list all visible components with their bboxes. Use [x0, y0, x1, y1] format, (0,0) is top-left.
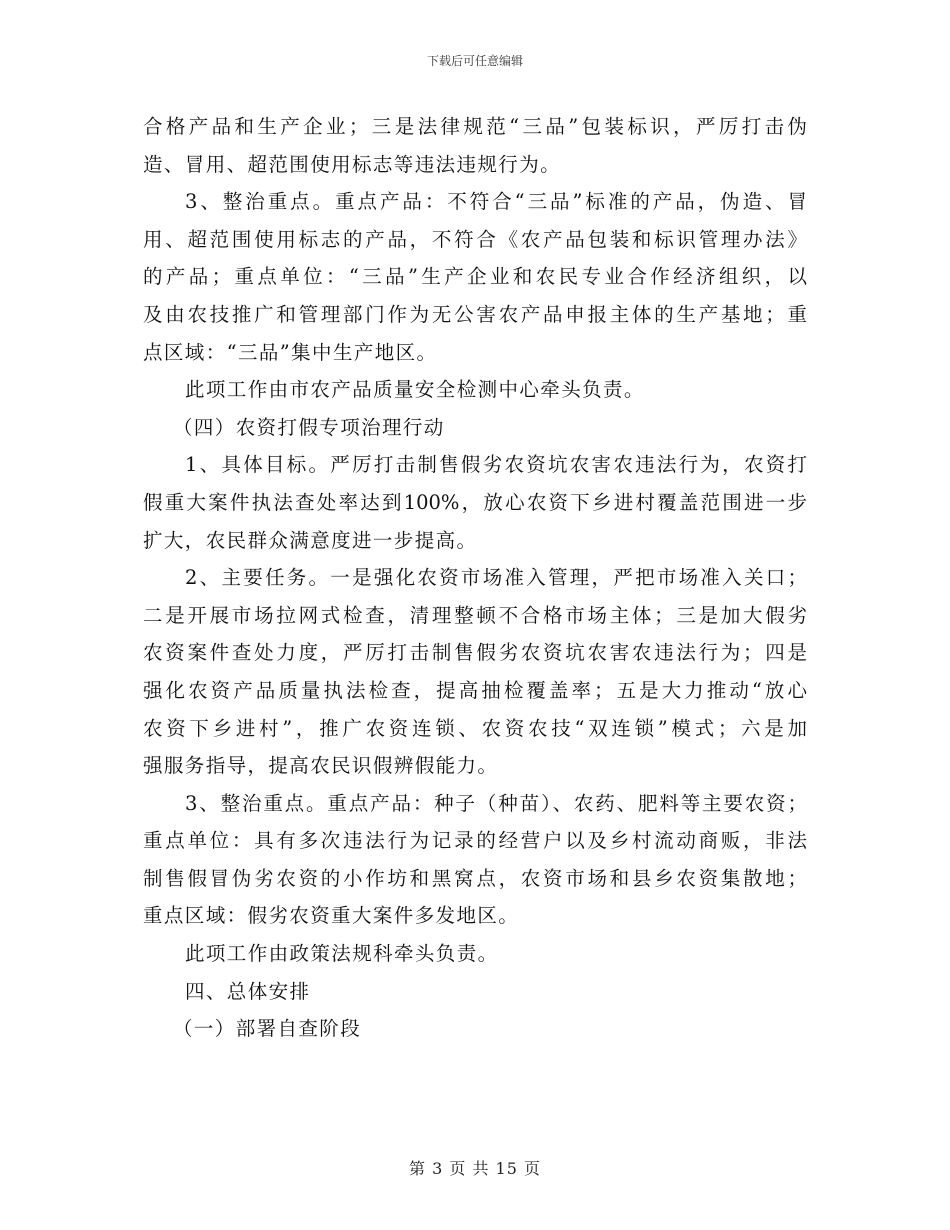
text-line: 用、超范围使用标志的产品，不符合《农产品包装和标识管理办法》	[143, 227, 807, 251]
page-header-note: 下载后可任意编辑	[426, 54, 523, 68]
text-line: 二是开展市场拉网式检查，清理整顿不合格市场主体；三是加大假劣	[143, 603, 807, 627]
section-heading: （四）农资打假专项治理行动	[173, 415, 445, 439]
text-line: 3、整治重点。重点产品：种子（种苗）、农药、肥料等主要农资；	[185, 791, 807, 815]
text-line: 农资下乡进村”，推广农资连锁、农资农技“双连锁”模式；六是加	[143, 716, 807, 740]
text-line: 此项工作由政策法规科牵头负责。	[185, 942, 499, 966]
text-line: 此项工作由市农产品质量安全检测中心牵头负责。	[185, 378, 645, 402]
text-line: 1、具体目标。严厉打击制售假劣农资坑农害农违法行为，农资打	[185, 453, 807, 477]
page-number: 第 3 页 共 15 页	[409, 1159, 541, 1178]
text-line: 强化农资产品质量执法检查，提高抽检覆盖率；五是大力推动“放心	[143, 678, 807, 702]
section-heading: 四、总体安排	[185, 979, 311, 1003]
text-line: 重点区域：假劣农资重大案件多发地区。	[143, 904, 520, 928]
text-line: 造、冒用、超范围使用标志等违法违规行为。	[143, 152, 562, 176]
text-line: 的产品；重点单位：“三品”生产企业和农民专业合作经济组织，以	[143, 265, 807, 289]
text-line: 3、整治重点。重点产品：不符合“三品”标准的产品，伪造、冒	[185, 190, 807, 214]
text-line: 及由农技推广和管理部门作为无公害农产品申报主体的生产基地；重	[143, 302, 807, 326]
document-body	[143, 108, 807, 1048]
text-line: 点区域：“三品”集中生产地区。	[143, 340, 438, 364]
text-line: 强服务指导，提高农民识假辨假能力。	[143, 754, 499, 778]
text-line: 扩大，农民群众满意度进一步提高。	[143, 528, 478, 552]
text-line: 合格产品和生产企业；三是法律规范“三品”包装标识，严厉打击伪	[143, 115, 807, 138]
text-line: 农资案件查处力度，严厉打击制售假劣农资坑农害农违法行为；四是	[143, 641, 807, 665]
text-line: 假重大案件执法查处率达到100%，放心农资下乡进村覆盖范围进一步	[143, 490, 807, 514]
text-line: 2、主要任务。一是强化农资市场准入管理，严把市场准入关口；	[185, 566, 807, 590]
text-line: 重点单位：具有多次违法行为记录的经营户以及乡村流动商贩，非法	[143, 829, 807, 853]
section-heading: （一）部署自查阶段	[173, 1017, 362, 1041]
text-line: 制售假冒伪劣农资的小作坊和黑窝点，农资市场和县乡农资集散地；	[143, 866, 807, 890]
